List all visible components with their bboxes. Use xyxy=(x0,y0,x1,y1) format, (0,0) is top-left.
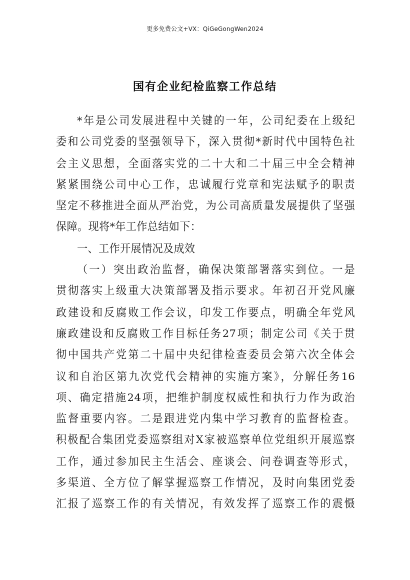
body-text-line: 项、确定措施24项，把维护制度权威性和执行力作为政治 xyxy=(56,391,355,404)
document-title: 国有企业纪检监察工作总结 xyxy=(133,80,277,93)
document-body xyxy=(56,111,355,516)
body-text-line: 积极配合集团党委巡察组对X家被巡察单位党组织开展巡察 xyxy=(56,434,355,447)
body-text-line: 廉政建设和反腐败工作目标任务27项；制定公司《关于贯 xyxy=(56,327,355,340)
body-text-line: 一、工作开展情况及成效 xyxy=(77,242,196,255)
body-text-line: 贯彻落实上级重大决策部署及指示要求。年初召开党风廉 xyxy=(56,285,355,298)
body-text-line: 议和自治区第九次党代会精神的实施方案》，分解任务16 xyxy=(56,370,355,383)
body-text-line: 紧紧围绕公司中心工作，忠诚履行党章和宪法赋予的职责 xyxy=(56,178,355,191)
body-text-line: 工作，通过参加民主生活会、座谈会、问卷调查等形式， xyxy=(56,455,355,468)
body-text-line: 保障。现将*年工作总结如下： xyxy=(56,221,202,234)
body-text-line: 多渠道、全方位了解掌握巡察工作情况，及时向集团党委 xyxy=(56,477,355,490)
body-text-line: （一）突出政治监督，确保决策部署落实到位。一是 xyxy=(77,264,355,277)
body-text-line: 监督重要内容。二是跟进党内集中学习教育的监督检查。 xyxy=(56,413,355,426)
body-text-line: 委和公司党委的坚强领导下，深入贯彻*新时代中国特色社 xyxy=(56,136,355,149)
body-text-line: 坚定不移推进全面从严治党，为公司高质量发展提供了坚强 xyxy=(56,200,355,213)
body-text-line: 汇报了巡察工作的有关情况，有效发挥了巡察工作的震慑 xyxy=(56,498,355,511)
body-text-line: *年是公司发展进程中关键的一年，公司纪委在上级纪 xyxy=(77,115,355,127)
body-text-line: 彻中国共产党第二十届中央纪律检查委员会第六次全体会 xyxy=(56,349,355,362)
body-text-line: 政建设和反腐败工作会议，印发工作要点，明确全年党风 xyxy=(56,306,355,319)
page-header: 更多免费公文+VX：QiGeGongWen2024 xyxy=(146,26,264,33)
body-text-line: 会主义思想，全面落实党的二十大和二十届三中全会精神 xyxy=(56,157,355,170)
